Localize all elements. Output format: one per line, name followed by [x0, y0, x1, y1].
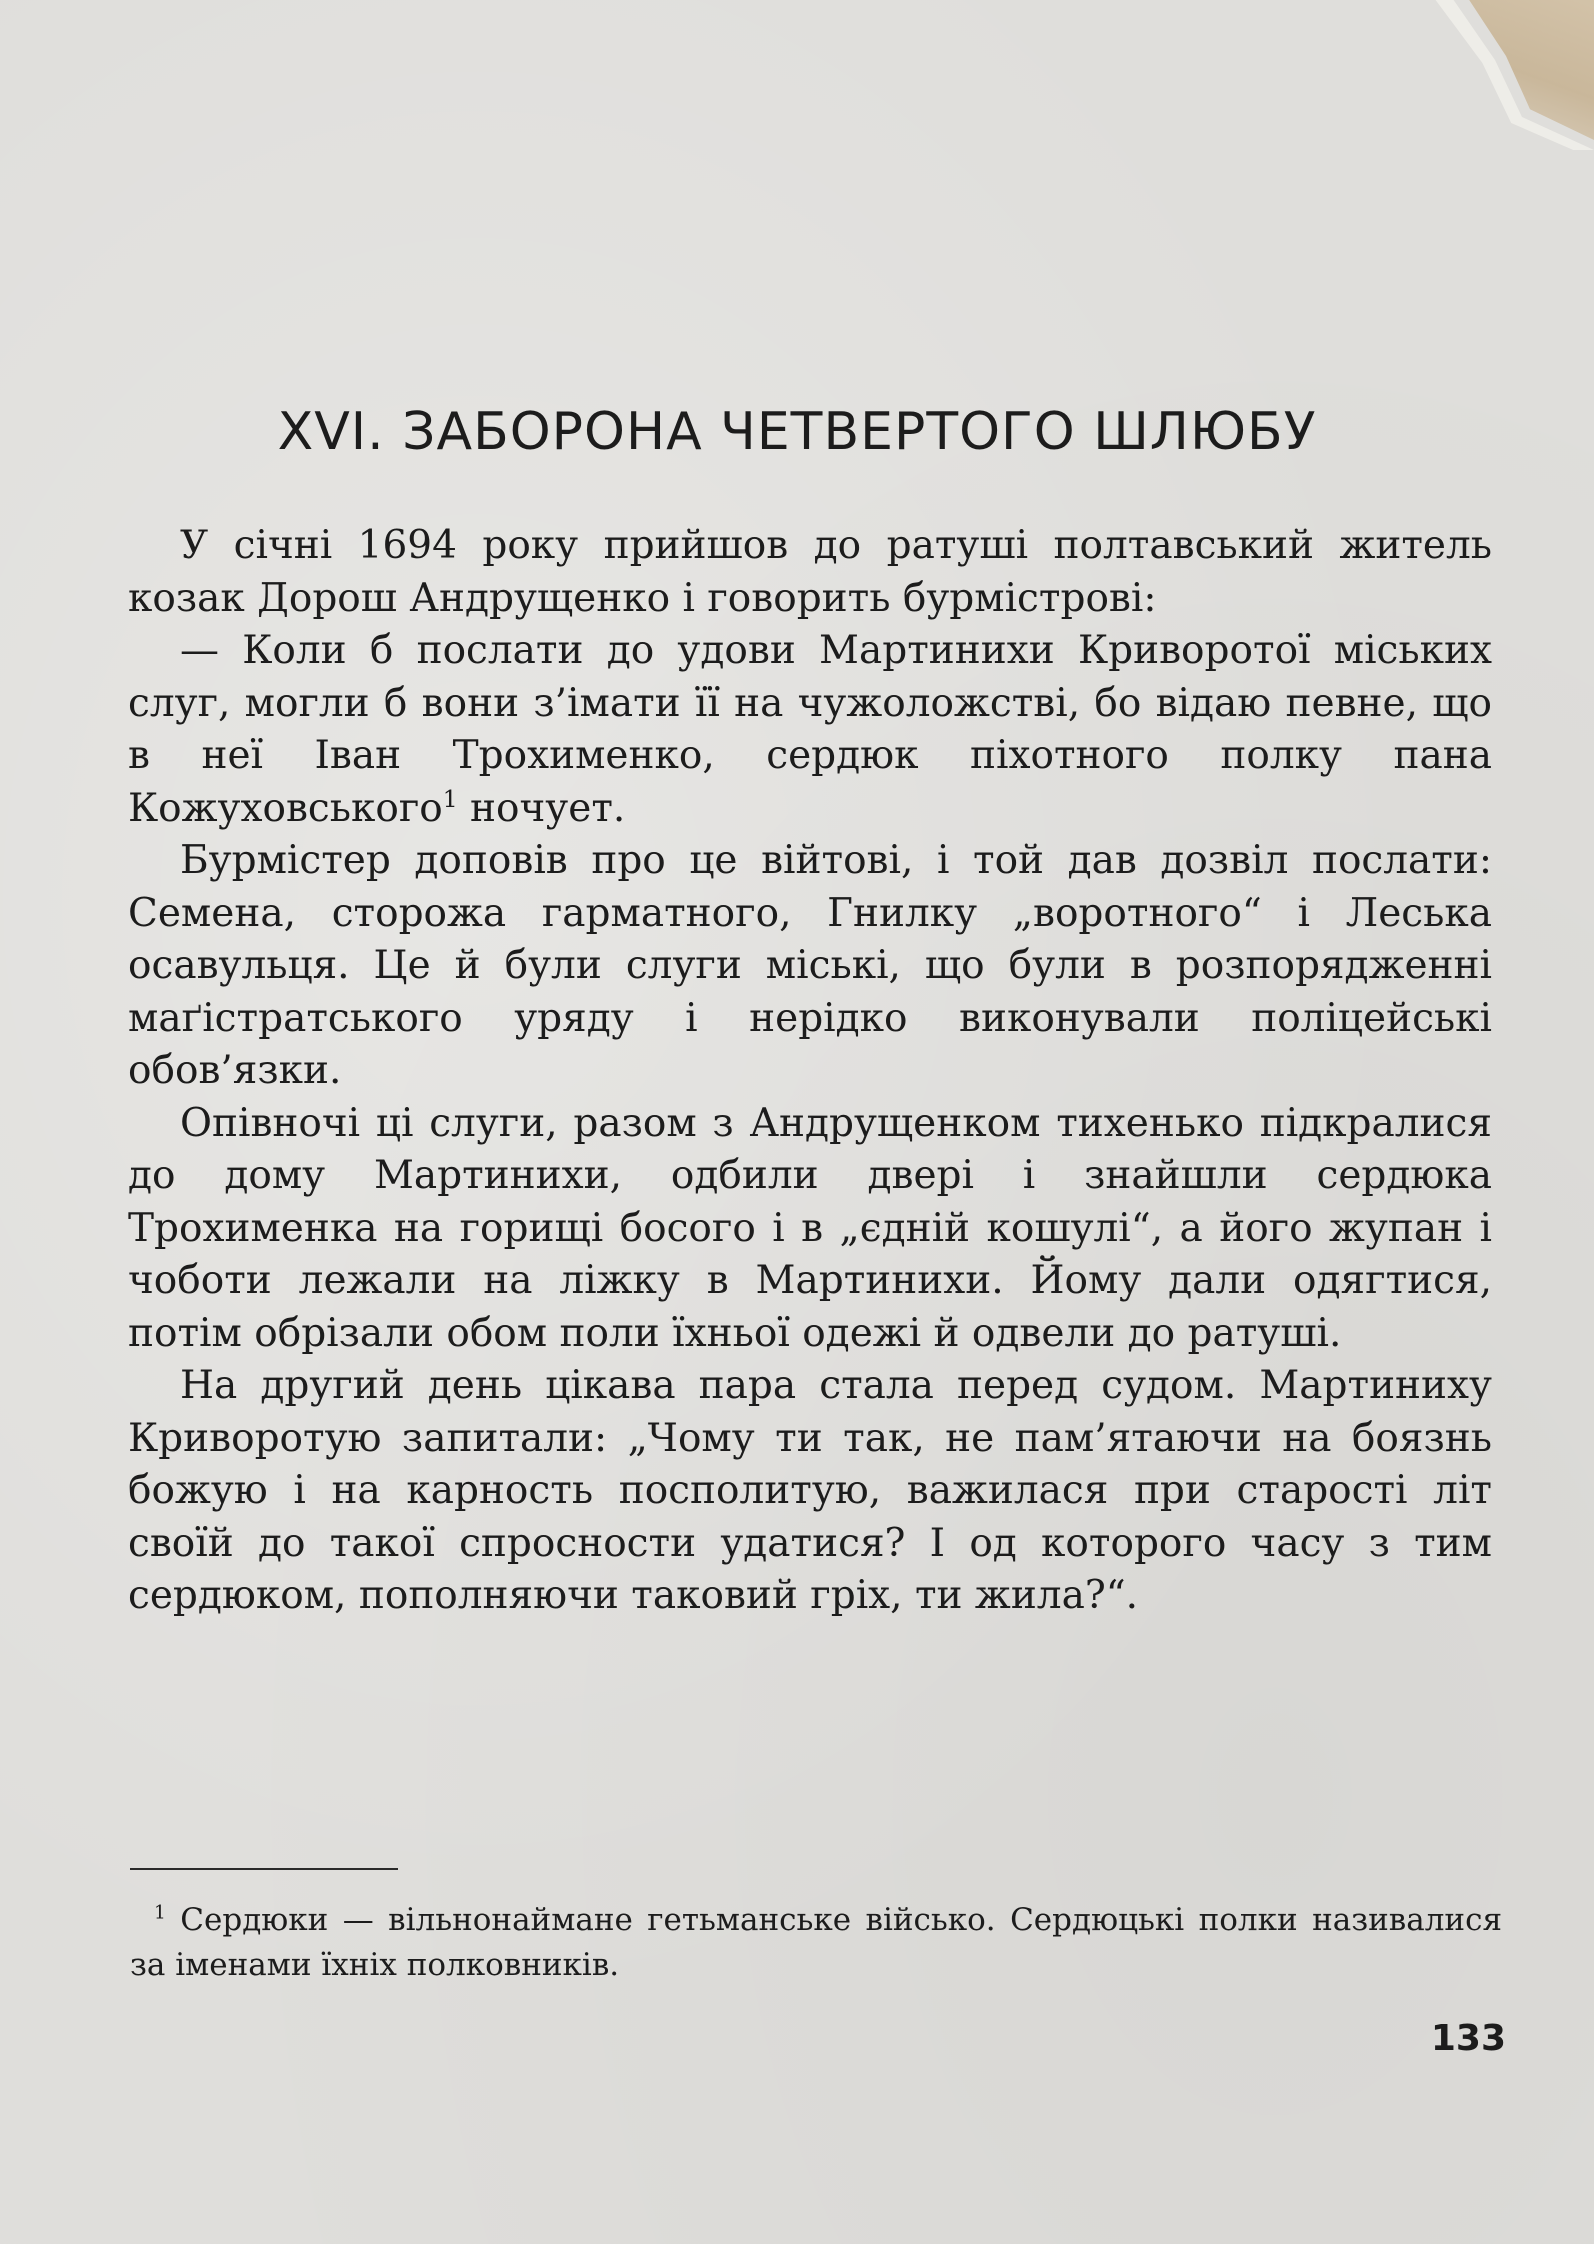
- page-number: 133: [1430, 2018, 1506, 2059]
- chapter-title: XVI. ЗАБОРОНА ЧЕТВЕРТОГО ШЛЮБУ: [277, 402, 1317, 462]
- footnote: [130, 1898, 1502, 1988]
- footnote-marker: 1: [154, 1902, 166, 1924]
- paragraph-1: У січні 1694 року прийшов до ратуші полтавський житель козак Дорош Андрущенко і говорить бурмістрові:: [128, 523, 1492, 621]
- paragraph-4: Опівночі ці слуги, разом з Андрущенком тихенько підкралися до дому Мартинихи, одбили двері і знайшли сердюка Трохименка на горищі босого і в „єдній кошулі“, а його жупан і чоботи лежали на ліжку в Мартинихи. Йому дали одягтися, потім обрізали обом поли їхньої одежі й одвели до ратуші.: [128, 1100, 1492, 1356]
- footnote-reference[interactable]: 1: [442, 784, 458, 813]
- footnote-divider: [130, 1868, 398, 1870]
- paragraph-2: [128, 625, 1492, 835]
- paragraph-2-text: — Коли б послати до удови Мартинихи Криворотої міських слуг, могли б вони з’імати її на чужоложстві, бо відаю певне, що в неї Іван Трохименко, сердюк піхотного полку пана Кожуховського: [128, 628, 1492, 831]
- paragraph-5: На другий день цікава пара стала перед судом. Мартиниху Криворотую запитали: „Чому ти так, не пам’ятаючи на боязнь божую і на карность посполитую, важилася при старості літ своїй до такої спросности удатися? І од которого часу з тим сердюком, пополняючи таковий гріх, ти жила?“.: [128, 1363, 1492, 1618]
- paragraph-2-tail: ночует.: [457, 785, 626, 831]
- paragraph-3: Бурмістер доповів про це війтові, і той дав дозвіл послати: Семена, сторожа гарматного, Гнилку „воротного“ і Леська осавульця. Це й були слуги міські, що були в розпорядженні маґістратського уряду і нерідко виконували поліцейські обов’язки.: [128, 838, 1492, 1093]
- footnote-text: Сердюки — вільнонаймане гетьманське військо. Сердюцькі полки називалися за іменами їхніх полковників.: [130, 1902, 1502, 1983]
- body-text: [128, 520, 1492, 1623]
